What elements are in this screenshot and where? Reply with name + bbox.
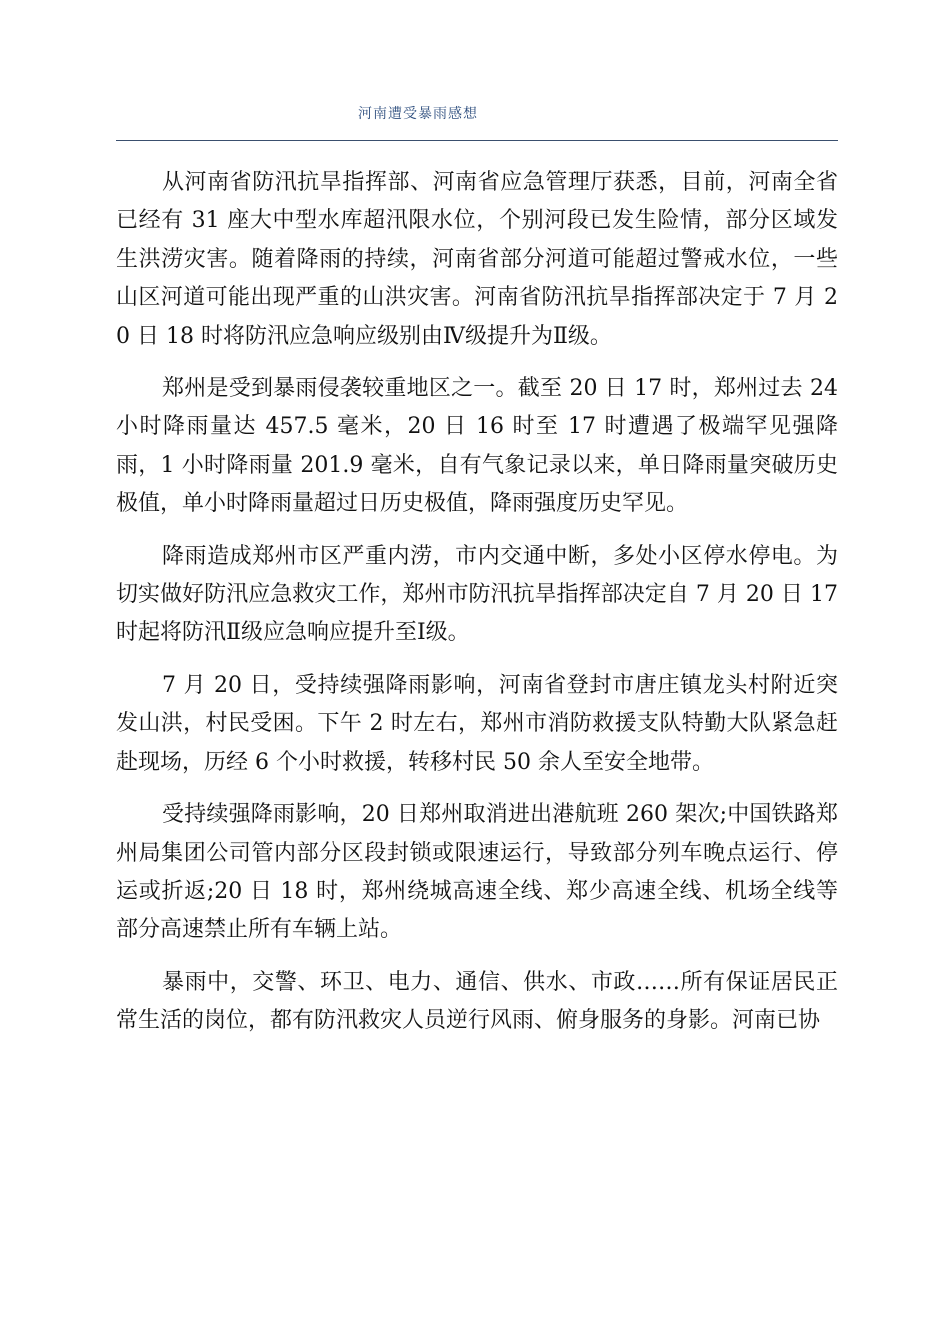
paragraph-2: 郑州是受到暴雨侵袭较重地区之一。截至 20 日 17 时，郑州过去 24 小时降雨量达 457.5 毫米，20 日 16 时至 17 时遭遇了极端罕见强降雨，1 小时降雨量 201.9 毫米，自有气象记录以来，单日降雨量突破历史极值，单小时降雨量超过日历史极值，降雨强度历史罕见。: [116, 376, 838, 517]
document-title: 河南遭受暴雨感想: [358, 106, 478, 122]
paragraph-1: 从河南省防汛抗旱指挥部、河南省应急管理厅获悉，目前，河南全省已经有 31 座大中型水库超汛限水位，个别河段已发生险情，部分区域发生洪涝灾害。随着降雨的持续，河南省部分河道可能超过警戒水位，一些山区河道可能出现严重的山洪灾害。河南省防汛抗旱指挥部决定于 7 月 20 日 18 时将防汛应急响应级别由Ⅳ级提升为Ⅱ级。: [116, 170, 838, 349]
page-header: [116, 104, 838, 142]
paragraph-4: 7 月 20 日，受持续强降雨影响，河南省登封市唐庄镇龙头村附近突发山洪，村民受困。下午 2 时左右，郑州市消防救援支队特勤大队紧急赶赴现场，历经 6 个小时救援，转移村民 50 余人至安全地带。: [116, 672, 838, 775]
paragraph-3: 降雨造成郑州市区严重内涝，市内交通中断，多处小区停水停电。为切实做好防汛应急救灾工作，郑州市防汛抗旱指挥部决定自 7 月 20 日 17 时起将防汛Ⅱ级应急响应提升至Ⅰ级。: [116, 543, 838, 646]
paragraph-5: 受持续强降雨影响，20 日郑州取消进出港航班 260 架次;中国铁路郑州局集团公司管内部分区段封锁或限速运行，导致部分列车晚点运行、停运或折返;20 日 18 时，郑州绕城高速全线、郑少高速全线、机场全线等部分高速禁止所有车辆上站。: [116, 802, 838, 943]
header-divider: [116, 140, 838, 141]
article-body: [116, 164, 838, 1055]
paragraph-6: 暴雨中，交警、环卫、电力、通信、供水、市政……所有保证居民正常生活的岗位，都有防汛救灾人员逆行风雨、俯身服务的身影。河南已协: [116, 969, 838, 1034]
